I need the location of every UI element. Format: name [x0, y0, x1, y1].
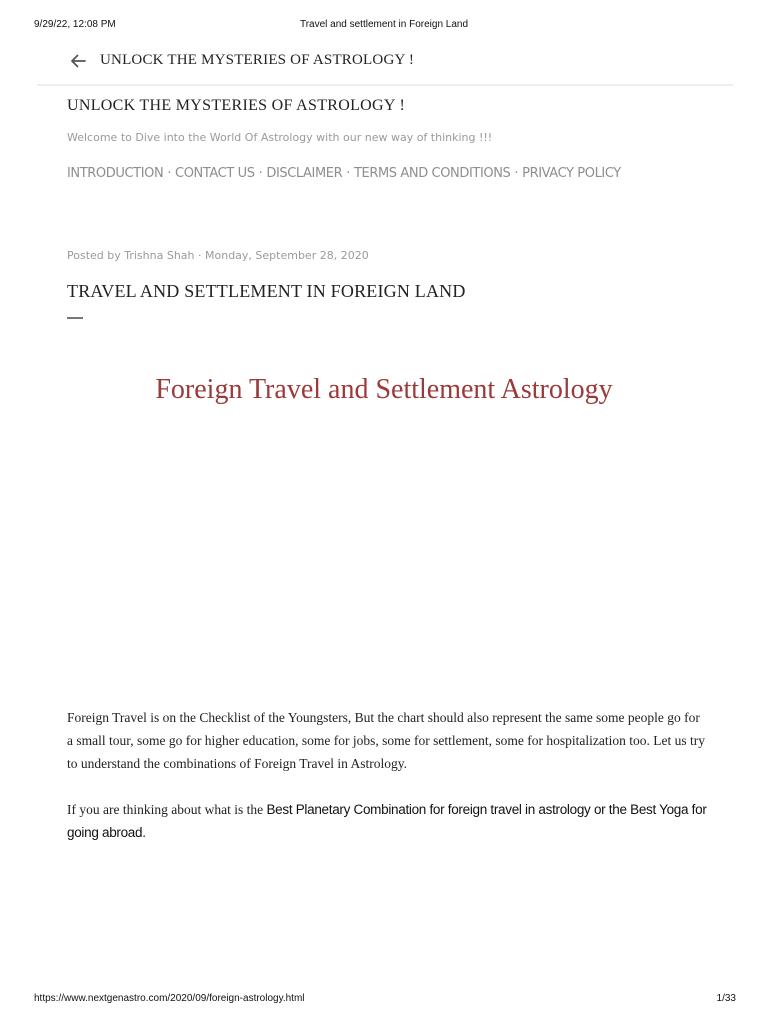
nav-separator: ·: [167, 166, 172, 181]
nav-disclaimer[interactable]: DISCLAIMER: [266, 166, 343, 181]
print-page-number: 1/33: [716, 993, 736, 1004]
top-bar: [37, 44, 733, 86]
title-underline: [67, 317, 83, 319]
main-nav: [67, 166, 621, 181]
post-paragraph-2: [67, 798, 707, 844]
nav-separator: ·: [258, 166, 263, 181]
paragraph-2-bold: Best Planetary Combination for foreign travel in astrology or the Best Yoga for going abroad.: [67, 802, 707, 840]
nav-privacy-policy[interactable]: PRIVACY POLICY: [522, 166, 621, 181]
topbar-blog-title[interactable]: UNLOCK THE MYSTERIES OF ASTROLOGY !: [100, 52, 415, 68]
print-datetime: 9/29/22, 12:08 PM: [34, 19, 116, 30]
nav-contact-us[interactable]: CONTACT US: [175, 166, 255, 181]
print-header: [0, 19, 768, 33]
post-meta: Posted by Trishna Shah · Monday, September 28, 2020: [67, 249, 369, 262]
post-heading: Foreign Travel and Settlement Astrology: [155, 374, 613, 405]
nav-separator: ·: [346, 166, 350, 181]
nav-terms-and-conditions[interactable]: TERMS AND CONDITIONS: [353, 166, 511, 181]
blog-description: Welcome to Dive into the World Of Astrology with our new way of thinking !!!: [67, 131, 493, 144]
arrow-left-icon[interactable]: [68, 51, 88, 71]
print-footer: [0, 993, 768, 1007]
print-url: https://www.nextgenastro.com/2020/09/foreign-astrology.html: [34, 993, 305, 1004]
post-paragraph-1: Foreign Travel is on the Checklist of the Youngsters, But the chart should also represent the same some people go for a small tour, some go for higher education, some for jobs, some for settlement, some for hospitalization too. Let us try to understand the combinations of Foreign Travel in Astrology.: [67, 710, 705, 771]
nav-introduction[interactable]: INTRODUCTION: [67, 166, 164, 181]
nav-separator: ·: [514, 166, 519, 181]
post-title: TRAVEL AND SETTLEMENT IN FOREIGN LAND: [67, 281, 466, 301]
print-page-title: Travel and settlement in Foreign Land: [299, 19, 469, 30]
paragraph-2-intro: If you are thinking about what is the: [67, 802, 267, 817]
blog-title[interactable]: UNLOCK THE MYSTERIES OF ASTROLOGY !: [67, 97, 406, 114]
